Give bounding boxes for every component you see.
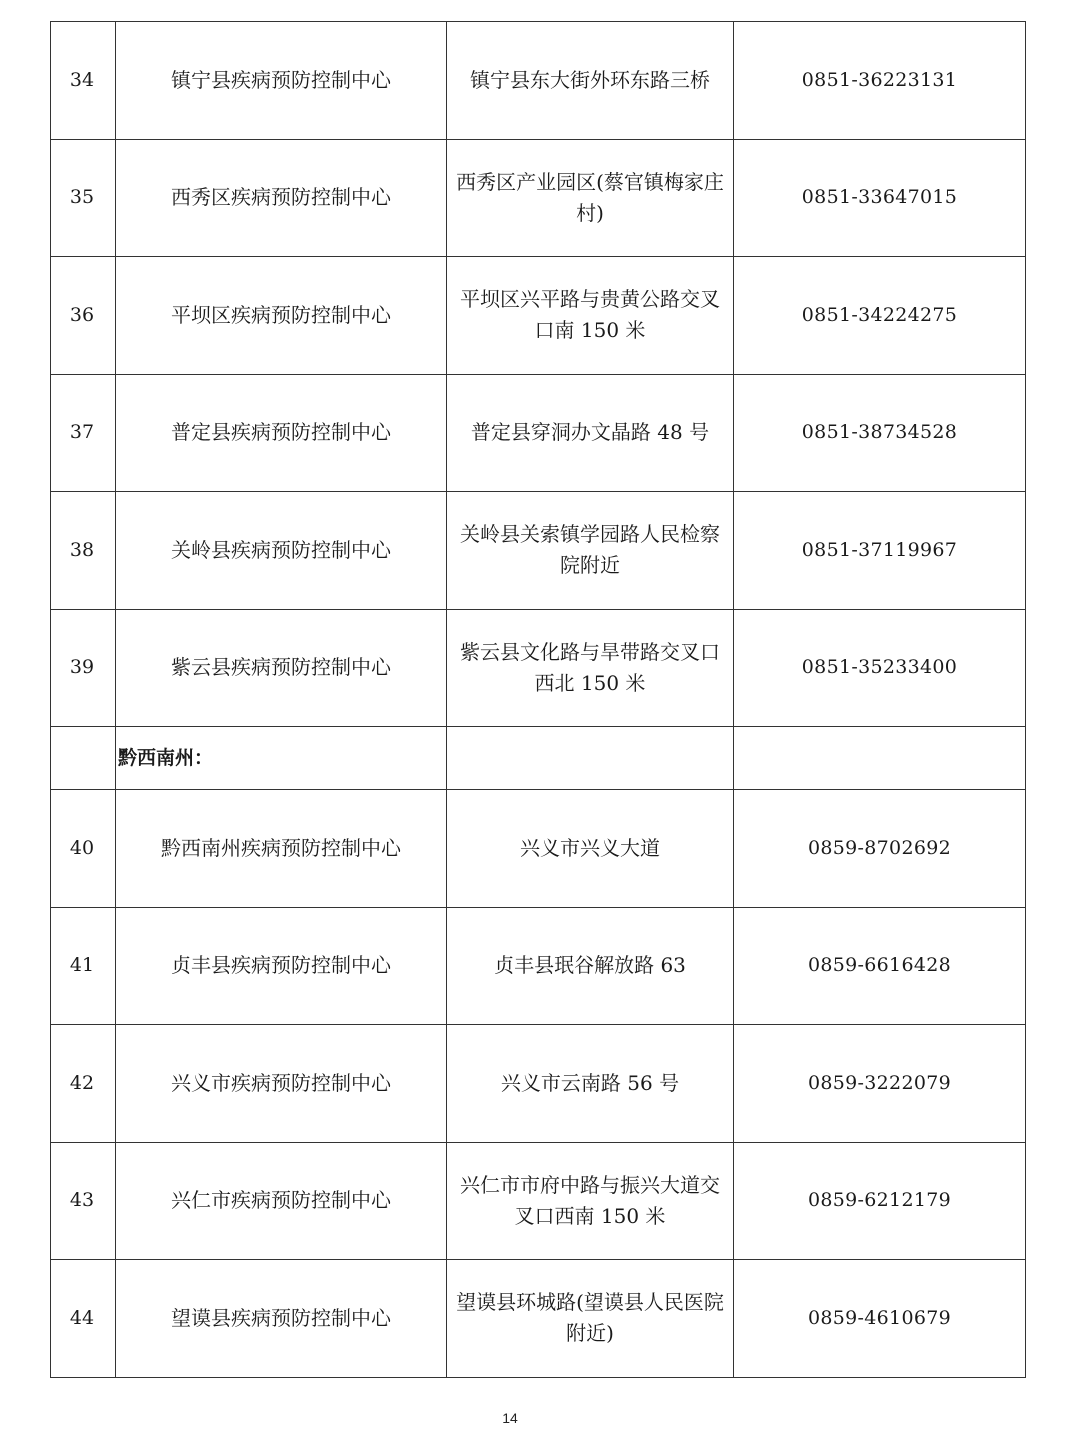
- section-label: 黔西南州：: [116, 727, 447, 790]
- institution-address: 平坝区兴平路与贵黄公路交叉口南 150 米: [447, 257, 734, 375]
- table-row: [51, 609, 1026, 727]
- institution-phone: 0851-37119967: [734, 492, 1026, 610]
- institution-phone: 0859-6212179: [734, 1142, 1026, 1260]
- institution-address: 兴仁市市府中路与振兴大道交叉口西南 150 米: [447, 1142, 734, 1260]
- institution-name: 望谟县疾病预防控制中心: [116, 1260, 447, 1378]
- row-number: 36: [51, 257, 116, 375]
- row-number: 38: [51, 492, 116, 610]
- institution-phone: 0851-36223131: [734, 22, 1026, 140]
- row-number: 44: [51, 1260, 116, 1378]
- row-number: 39: [51, 609, 116, 727]
- institution-phone: 0851-34224275: [734, 257, 1026, 375]
- institution-name: 普定县疾病预防控制中心: [116, 374, 447, 492]
- table-row: [51, 22, 1026, 140]
- institution-address: 兴义市兴义大道: [447, 790, 734, 908]
- empty-cell: [734, 727, 1026, 790]
- institution-address: 西秀区产业园区(蔡官镇梅家庄村): [447, 139, 734, 257]
- institution-name: 黔西南州疾病预防控制中心: [116, 790, 447, 908]
- institution-phone: 0859-6616428: [734, 907, 1026, 1025]
- row-number: 41: [51, 907, 116, 1025]
- institution-address: 紫云县文化路与旱带路交叉口西北 150 米: [447, 609, 734, 727]
- row-number: 43: [51, 1142, 116, 1260]
- institution-phone: 0851-38734528: [734, 374, 1026, 492]
- institution-name: 兴义市疾病预防控制中心: [116, 1025, 447, 1143]
- institution-phone: 0851-33647015: [734, 139, 1026, 257]
- institution-phone: 0859-3222079: [734, 1025, 1026, 1143]
- table-row: [51, 492, 1026, 610]
- institution-name: 西秀区疾病预防控制中心: [116, 139, 447, 257]
- table-row: [51, 374, 1026, 492]
- institution-phone: 0859-4610679: [734, 1260, 1026, 1378]
- institution-address: 镇宁县东大街外环东路三桥: [447, 22, 734, 140]
- institution-address: 兴义市云南路 56 号: [447, 1025, 734, 1143]
- institution-name: 平坝区疾病预防控制中心: [116, 257, 447, 375]
- institution-address: 贞丰县珉谷解放路 63: [447, 907, 734, 1025]
- institution-address: 普定县穿洞办文晶路 48 号: [447, 374, 734, 492]
- institution-phone: 0851-35233400: [734, 609, 1026, 727]
- row-number: 40: [51, 790, 116, 908]
- institution-name: 紫云县疾病预防控制中心: [116, 609, 447, 727]
- page-number: 14: [502, 1410, 518, 1426]
- table-row: [51, 1260, 1026, 1378]
- row-number: 37: [51, 374, 116, 492]
- institution-phone: 0859-8702692: [734, 790, 1026, 908]
- table-row: [51, 257, 1026, 375]
- institution-name: 关岭县疾病预防控制中心: [116, 492, 447, 610]
- empty-cell: [51, 727, 116, 790]
- row-number: 34: [51, 22, 116, 140]
- table-row: [51, 790, 1026, 908]
- table-row: [51, 1025, 1026, 1143]
- section-header-row: [51, 727, 1026, 790]
- row-number: 42: [51, 1025, 116, 1143]
- institution-address: 望谟县环城路(望谟县人民医院附近): [447, 1260, 734, 1378]
- empty-cell: [447, 727, 734, 790]
- table-row: [51, 139, 1026, 257]
- table-row: [51, 1142, 1026, 1260]
- institution-name: 贞丰县疾病预防控制中心: [116, 907, 447, 1025]
- institution-name: 兴仁市疾病预防控制中心: [116, 1142, 447, 1260]
- row-number: 35: [51, 139, 116, 257]
- institution-address: 关岭县关索镇学园路人民检察院附近: [447, 492, 734, 610]
- table-row: [51, 907, 1026, 1025]
- institution-name: 镇宁县疾病预防控制中心: [116, 22, 447, 140]
- cdc-directory-table: [50, 21, 1026, 1378]
